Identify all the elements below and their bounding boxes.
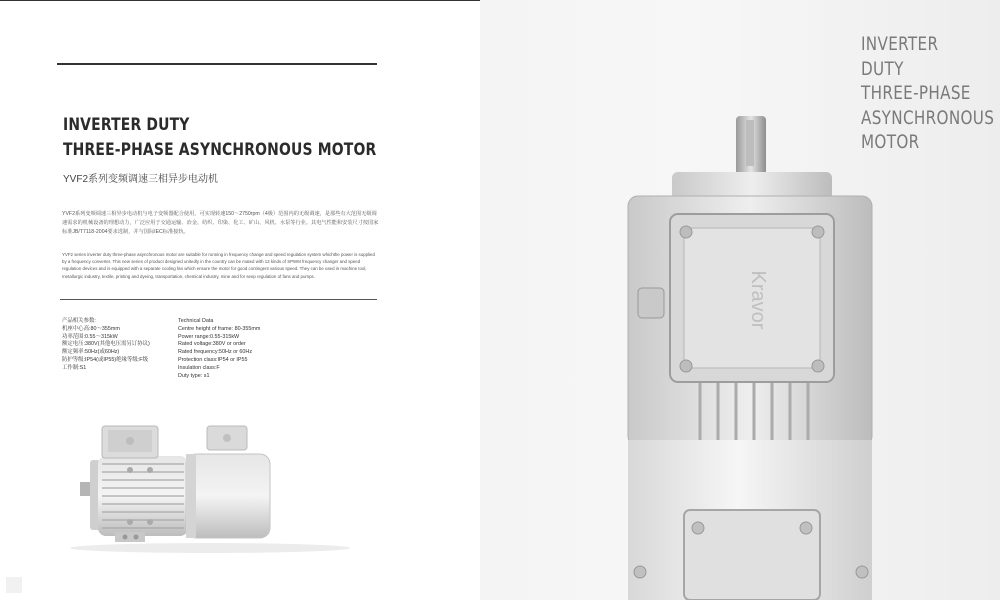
spec-en-item: Rated frequency:50Hz or 60Hz xyxy=(178,349,253,356)
right-title-line-1: INVERTER xyxy=(861,33,939,55)
spec-cn-item: 额定频率:50Hz(或60Hz) xyxy=(62,349,120,356)
motor-top-view-image xyxy=(600,110,900,600)
chinese-subtitle: YVF2系列变频调速三相异步电动机 xyxy=(63,174,219,185)
section-divider xyxy=(60,299,377,300)
spec-cn-item: 机座中心高:80～355mm xyxy=(62,325,120,332)
specs-chinese xyxy=(62,318,150,373)
brand-embossing: Kravor xyxy=(747,270,769,330)
spec-en-item: Rated voltage:380V or order xyxy=(178,341,246,348)
right-title xyxy=(861,32,994,155)
right-title-line-5: MOTOR xyxy=(861,131,920,153)
description-english: YVF2 series inverter duty three-phase asynchronous motor are suitable for running in frequency change and speed regulation system whichthe power is supplied by a frequency converter. This new series of product designed unitedly in the country can be mated with 13 kinds of SPWM frequency changer and speed regulation devices and is equipped with a separate cooling fan which ensure the motor for good contingent various speed. They can be used in machine tool, metallurgic industry, textile, printing and dyeing, transportation, chemical industry, mine and for seep regulation of fans and pumps. xyxy=(62,252,375,279)
spec-cn-item: 工作制:S1 xyxy=(62,364,87,371)
spec-en-item: Duty type: s1 xyxy=(178,372,210,379)
spec-en-item: Insulation class:F xyxy=(178,364,220,371)
main-title xyxy=(63,113,376,163)
right-title-line-2: DUTY xyxy=(861,57,904,80)
spec-en-heading: Technical Data xyxy=(178,318,214,324)
spec-cn-item: 功率范围:0.55～315kW xyxy=(62,333,118,340)
spec-cn-heading: 产品相关参数: xyxy=(62,318,96,324)
spec-en-item: Protection class:IP54 or IP55 xyxy=(178,356,248,363)
spec-en-item: Centre height of frame: 80-355mm xyxy=(178,325,261,332)
page-marker xyxy=(6,577,22,593)
spec-en-item: Power range:0.55-315kW xyxy=(178,333,240,340)
right-title-line-3: THREE-PHASE xyxy=(861,82,971,104)
right-title-line-4: ASYNCHRONOUS xyxy=(861,106,995,129)
description-chinese: YVF2系列变频调速三相异步电动机与电子变频器配合使用，可实现转速150～2750rpm（4极）范围内的无级调速，是那些有大范围无级调速需求的机械设备的理想动力，广泛应用于交通运输、冶金、纺织、印染、化工、矿山、风机、水泵等行业。其电气性能和安装尺寸按国家标准JB/T7118-2004要求选制，并与国际IEC标准接轨。 xyxy=(62,211,379,235)
main-title-line-1: INVERTER DUTY xyxy=(63,115,190,135)
spec-cn-item: 额定电压:380V(其他电压需另订协议) xyxy=(62,341,150,348)
main-title-line-2: THREE-PHASE ASYNCHRONOUS MOTOR xyxy=(63,140,377,160)
motor-side-view-image xyxy=(60,420,350,560)
top-rule xyxy=(57,63,377,65)
spec-cn-item: 防护等级:IP54(或IP55)绝缘等级:F级 xyxy=(62,356,148,363)
specs-english xyxy=(178,318,260,380)
